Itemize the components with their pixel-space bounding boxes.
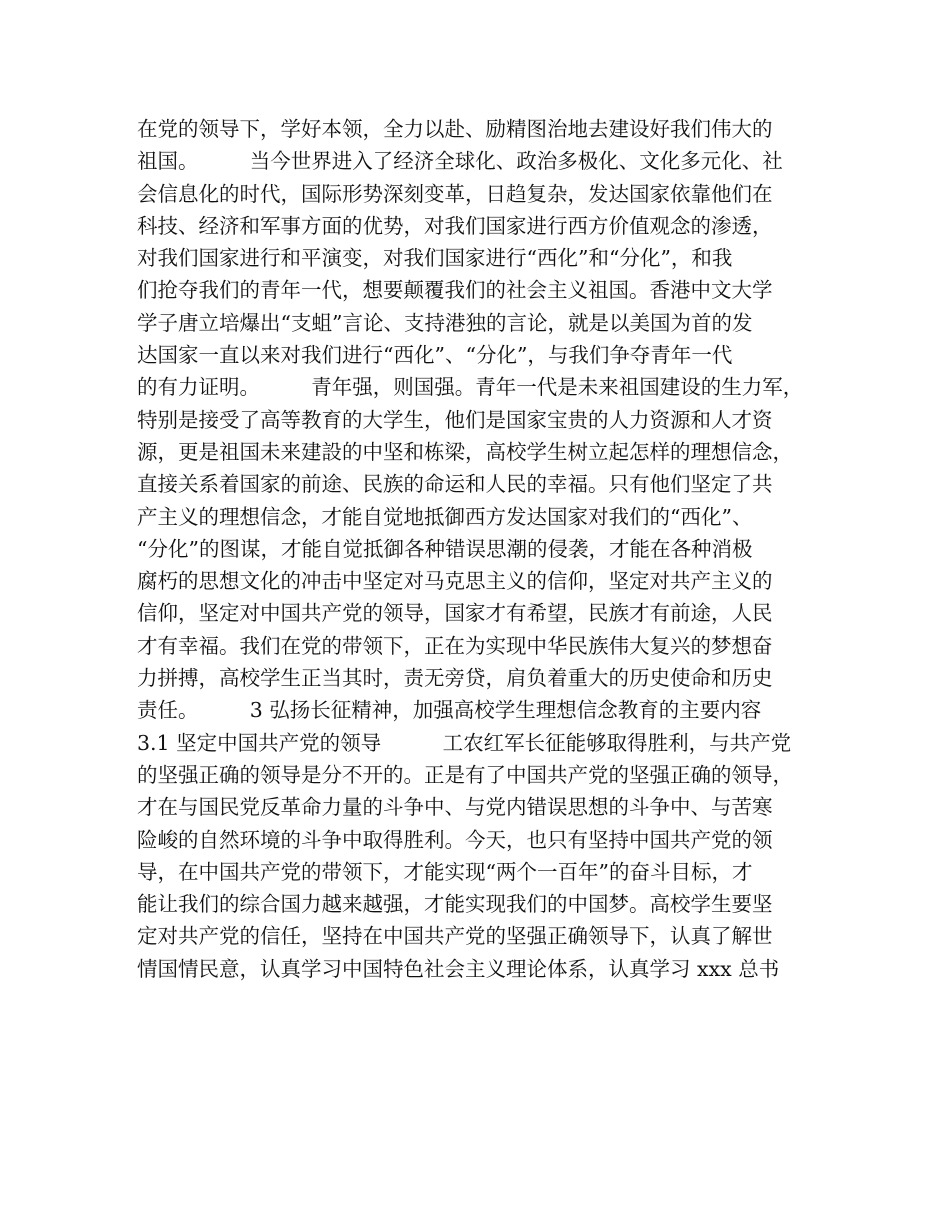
text-line: 责任。 3 弘扬长征精神，加强高校学生理想信念教育的主要内容 [137,698,762,723]
text-line: 导，在中国共产党的带领下，才能实现“两个一百年”的奋斗目标，才 [137,859,753,884]
text-line: 定对共产党的信任，坚持在中国共产党的坚强正确领导下，认真了解世 [137,924,773,949]
text-line: 源，更是祖国未来建設的中坚和栋梁，高校学生树立起怎样的理想信念， [137,439,793,464]
body-text [137,113,827,985]
text-line: 会信息化的时代，国际形势深刻变革，日趋复杂，发达国家依靠他们在 [137,181,773,206]
text-line: 情国情民意，认真学习中国特色社会主义理论体系，认真学习 xxx 总书 [137,956,780,981]
text-line: 特别是接受了高等教育的大学生，他们是国家宝贵的人力资源和人才资 [137,407,773,432]
text-line: 达国家一直以来对我们进行“西化”、“分化”，与我们争夺青年一代 [137,343,733,368]
text-line: 的坚强正确的领导是分不开的。正是有了中国共产党的坚强正确的领导， [137,762,793,787]
text-line: 险峻的自然环境的斗争中取得胜利。今天，也只有坚持中国共产党的领 [137,827,773,852]
text-line: 在党的领导下，学好本领，全力以赴、励精图治地去建设好我们伟大的 [137,117,773,141]
text-line: 对我们国家进行和平演变，对我们国家进行“西化”和“分化”，和我 [137,246,733,271]
text-line: 的有力证明。 青年强，则国强。青年一代是未来祖国建设的生力军， [137,375,804,400]
text-line: 腐朽的思想文化的冲击中坚定对马克思主义的信仰，坚定对共产主义的 [137,569,773,594]
text-line: 能让我们的综合国力越来越强，才能实现我们的中国梦。高校学生要坚 [137,892,773,917]
text-line: 祖国。 当今世界进入了经济全球化、政治多极化、文化多元化、社 [137,149,783,174]
text-line: 力拼搏，高校学生正当其时，责无旁贷，肩负着重大的历史使命和历史 [137,666,773,691]
text-line: 才在与国民党反革命力量的斗争中、与党内错误思想的斗争中、与苦寒 [137,795,773,820]
text-line: 直接关系着国家的前途、民族的命运和人民的幸福。只有他们坚定了共 [137,472,773,497]
text-line: 学子唐立培爆出“支蛆”言论、支持港独的言论，就是以美国为首的发 [137,310,753,335]
text-line: 3.1 坚定中国共产党的领导 工农红军长征能够取得胜利，与共产党 [137,730,792,755]
text-line: “分化”的图谋，才能自觉抵御各种错误思潮的侵袭，才能在各种消极 [137,536,753,561]
text-line: 才有幸福。我们在党的带领下，正在为实现中华民族伟大复兴的梦想奋 [137,633,773,658]
text-line: 们抢夺我们的青年一代，想要颠覆我们的社会主义祖国。香港中文大学 [137,278,773,303]
text-line: 信仰，坚定对中国共产党的领导，国家才有希望，民族才有前途，人民 [137,601,773,626]
text-line: 产主义的理想信念，才能自觉地抵御西方发达国家对我们的“西化”、 [137,504,753,529]
text-line: 科技、经济和军事方面的优势，对我们国家进行西方价值观念的渗透， [137,213,773,238]
